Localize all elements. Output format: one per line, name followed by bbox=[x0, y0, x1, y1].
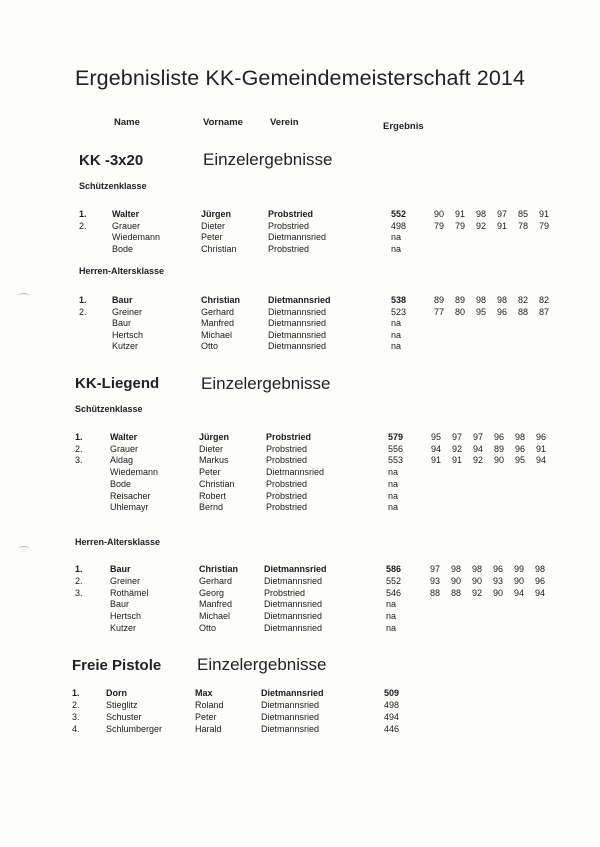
ergebnis-cell: na bbox=[391, 329, 402, 340]
verein-cell: Dietmannsried bbox=[264, 575, 323, 586]
verein-cell: Dietmannsried bbox=[264, 611, 323, 622]
ergebnis-cell: 498 bbox=[391, 220, 407, 231]
section-subtitle: Einzelergebnisse bbox=[201, 374, 331, 393]
table-row bbox=[0, 724, 600, 736]
verein-cell: Dietmannsried bbox=[268, 341, 327, 351]
vorname-cell: Gerhard bbox=[201, 306, 235, 317]
ergebnis-cell: 509 bbox=[384, 688, 400, 698]
series-score-cell: 90 bbox=[493, 455, 504, 466]
verein-cell: Probstried bbox=[266, 455, 308, 466]
column-header-verein: Verein bbox=[270, 117, 299, 128]
series-score-cell: 79 bbox=[433, 220, 444, 231]
series-score-cell: 94 bbox=[534, 587, 545, 598]
rank-cell: 1. bbox=[79, 295, 87, 305]
series-score-cell: 96 bbox=[535, 432, 546, 442]
table-row bbox=[0, 712, 600, 724]
verein-cell: Probstried bbox=[266, 478, 308, 489]
rank-cell: 2. bbox=[75, 575, 83, 586]
series-score-cell: 94 bbox=[472, 443, 483, 454]
vorname-cell: Gerhard bbox=[199, 575, 233, 586]
ergebnis-cell: 553 bbox=[388, 455, 404, 466]
series-score-cell: 92 bbox=[472, 455, 483, 466]
vorname-cell: Dieter bbox=[199, 443, 224, 454]
table-row bbox=[0, 491, 600, 503]
vorname-cell: Bernd bbox=[199, 502, 224, 513]
table-row bbox=[0, 576, 600, 588]
scan-mark bbox=[18, 293, 30, 300]
vorname-cell: Manfred bbox=[201, 318, 235, 328]
name-cell: Stieglitz bbox=[106, 699, 138, 710]
ergebnis-cell: na bbox=[388, 478, 399, 489]
series-score-cell: 93 bbox=[429, 575, 440, 586]
series-score-cell: 97 bbox=[496, 209, 507, 219]
ergebnis-cell: 556 bbox=[388, 443, 404, 454]
section-title-freie-pistole: Freie Pistole bbox=[72, 657, 162, 674]
rank-cell: 2. bbox=[72, 699, 80, 710]
series-score-cell: 96 bbox=[492, 564, 503, 574]
series-score-cell: 90 bbox=[433, 209, 444, 219]
series-score-cell: 77 bbox=[433, 306, 444, 317]
vorname-cell: Peter bbox=[199, 467, 221, 478]
ergebnis-cell: 546 bbox=[386, 587, 402, 598]
series-score-cell: 82 bbox=[538, 295, 549, 305]
vorname-cell: Christian bbox=[201, 295, 241, 305]
series-score-cell: 98 bbox=[534, 564, 545, 574]
name-cell: Bode bbox=[112, 244, 134, 255]
verein-cell: Probstried bbox=[266, 490, 308, 501]
table-row bbox=[0, 564, 600, 576]
series-score-cell: 91 bbox=[451, 455, 462, 466]
series-score-cell: 87 bbox=[538, 306, 549, 317]
rank-cell: 2. bbox=[79, 306, 87, 317]
name-cell: Bode bbox=[110, 478, 132, 489]
series-score-cell: 82 bbox=[517, 295, 528, 305]
name-cell: Greiner bbox=[110, 575, 141, 586]
vorname-cell: Manfred bbox=[199, 599, 233, 610]
vorname-cell: Peter bbox=[195, 711, 217, 722]
series-score-cell: 94 bbox=[430, 443, 441, 454]
table-row bbox=[0, 700, 600, 712]
verein-cell: Probstried bbox=[264, 587, 306, 598]
vorname-cell: Christian bbox=[201, 244, 237, 255]
column-header-name: Name bbox=[114, 117, 140, 128]
rank-cell: 4. bbox=[72, 723, 80, 734]
table-row bbox=[0, 467, 600, 479]
ergebnis-cell: 523 bbox=[391, 306, 407, 317]
name-cell: Reisacher bbox=[110, 490, 151, 501]
vorname-cell: Michael bbox=[201, 329, 233, 340]
series-score-cell: 89 bbox=[433, 295, 444, 305]
table-row bbox=[0, 588, 600, 600]
rank-cell: 1. bbox=[79, 209, 87, 219]
verein-cell: Dietmannsried bbox=[261, 723, 320, 734]
verein-cell: Probstried bbox=[266, 432, 312, 442]
series-score-cell: 95 bbox=[514, 455, 525, 466]
series-score-cell: 98 bbox=[496, 295, 507, 305]
series-score-cell: 91 bbox=[535, 443, 546, 454]
series-score-cell: 91 bbox=[496, 220, 507, 231]
table-row bbox=[0, 455, 600, 467]
series-score-cell: 98 bbox=[475, 209, 486, 219]
verein-cell: Dietmannsried bbox=[264, 623, 323, 633]
series-score-cell: 92 bbox=[475, 220, 486, 231]
table-row bbox=[0, 611, 600, 623]
section-subtitle: Einzelergebnisse bbox=[203, 150, 333, 169]
name-cell: Baur bbox=[112, 318, 132, 328]
series-score-cell: 98 bbox=[514, 432, 525, 442]
ergebnis-cell: na bbox=[386, 611, 397, 622]
table-row bbox=[0, 599, 600, 611]
table-row bbox=[0, 444, 600, 456]
series-score-cell: 92 bbox=[471, 587, 482, 598]
series-score-cell: 94 bbox=[535, 455, 546, 466]
series-score-cell: 98 bbox=[471, 564, 482, 574]
table-row bbox=[0, 432, 600, 444]
verein-cell: Dietmannsried bbox=[268, 318, 327, 328]
series-score-cell: 88 bbox=[429, 587, 440, 598]
name-cell: Aldag bbox=[110, 455, 134, 466]
series-score-cell: 99 bbox=[513, 564, 524, 574]
series-score-cell: 89 bbox=[454, 295, 465, 305]
series-score-cell: 92 bbox=[451, 443, 462, 454]
table-row bbox=[0, 330, 600, 342]
table-row bbox=[0, 318, 600, 330]
verein-cell: Dietmannsried bbox=[261, 688, 324, 698]
scan-mark bbox=[18, 546, 30, 553]
table-row bbox=[0, 295, 600, 307]
class-label: Schützenklasse bbox=[79, 181, 147, 191]
verein-cell: Dietmannsried bbox=[261, 699, 320, 710]
series-score-cell: 90 bbox=[513, 575, 524, 586]
class-label: Schützenklasse bbox=[75, 404, 143, 414]
series-score-cell: 91 bbox=[538, 209, 549, 219]
name-cell: Walter bbox=[110, 432, 138, 442]
ergebnis-cell: 498 bbox=[384, 699, 400, 710]
verein-cell: Dietmannsried bbox=[268, 232, 327, 243]
table-row bbox=[0, 502, 600, 514]
name-cell: Greiner bbox=[112, 306, 143, 317]
series-score-cell: 93 bbox=[492, 575, 503, 586]
class-label: Herren-Altersklasse bbox=[75, 537, 161, 547]
vorname-cell: Michael bbox=[199, 611, 231, 622]
series-score-cell: 96 bbox=[496, 306, 507, 317]
column-header-vorname: Vorname bbox=[203, 117, 243, 128]
section-title-kk-3x20: KK -3x20 bbox=[79, 152, 144, 169]
table-row bbox=[0, 341, 600, 353]
table-row bbox=[0, 688, 600, 700]
ergebnis-cell: 552 bbox=[386, 575, 402, 586]
ergebnis-cell: na bbox=[391, 232, 402, 243]
verein-cell: Dietmannsried bbox=[268, 329, 327, 340]
verein-cell: Probstried bbox=[266, 443, 308, 454]
series-score-cell: 88 bbox=[450, 587, 461, 598]
name-cell: Kutzer bbox=[112, 341, 139, 351]
name-cell: Uhlemayr bbox=[110, 502, 149, 513]
rank-cell: 3. bbox=[75, 455, 83, 466]
series-score-cell: 78 bbox=[517, 220, 528, 231]
series-score-cell: 94 bbox=[513, 587, 524, 598]
vorname-cell: Robert bbox=[199, 490, 227, 501]
ergebnis-cell: 446 bbox=[384, 723, 400, 734]
ergebnis-cell: na bbox=[391, 244, 402, 255]
verein-cell: Probstried bbox=[268, 209, 314, 219]
section-title-kk-liegend: KK-Liegend bbox=[75, 375, 160, 392]
series-score-cell: 91 bbox=[454, 209, 465, 219]
name-cell: Baur bbox=[110, 564, 131, 574]
class-label: Herren-Altersklasse bbox=[79, 266, 165, 276]
column-header-ergebnis: Ergebnis bbox=[383, 121, 424, 132]
verein-cell: Probstried bbox=[268, 220, 310, 231]
vorname-cell: Max bbox=[195, 688, 213, 698]
ergebnis-cell: 579 bbox=[388, 432, 404, 442]
verein-cell: Probstried bbox=[268, 244, 310, 255]
vorname-cell: Otto bbox=[201, 341, 219, 351]
series-score-cell: 91 bbox=[430, 455, 441, 466]
series-score-cell: 90 bbox=[450, 575, 461, 586]
verein-cell: Dietmannsried bbox=[266, 467, 325, 478]
table-row bbox=[0, 232, 600, 244]
table-row bbox=[0, 479, 600, 491]
ergebnis-cell: na bbox=[388, 502, 399, 513]
series-score-cell: 80 bbox=[454, 306, 465, 317]
ergebnis-cell: na bbox=[388, 490, 399, 501]
name-cell: Wiedemann bbox=[110, 467, 159, 478]
series-score-cell: 95 bbox=[430, 432, 441, 442]
verein-cell: Dietmannsried bbox=[268, 295, 331, 305]
vorname-cell: Peter bbox=[201, 232, 223, 243]
rank-cell: 3. bbox=[75, 587, 83, 598]
verein-cell: Dietmannsried bbox=[264, 564, 327, 574]
vorname-cell: Christian bbox=[199, 564, 239, 574]
name-cell: Grauer bbox=[112, 220, 141, 231]
series-score-cell: 96 bbox=[493, 432, 504, 442]
series-score-cell: 88 bbox=[517, 306, 528, 317]
verein-cell: Dietmannsried bbox=[261, 711, 320, 722]
ergebnis-cell: na bbox=[386, 599, 397, 610]
rank-cell: 2. bbox=[75, 443, 83, 454]
table-row bbox=[0, 221, 600, 233]
name-cell: Hertsch bbox=[110, 611, 142, 622]
vorname-cell: Christian bbox=[199, 478, 235, 489]
name-cell: Rothämel bbox=[110, 587, 149, 598]
name-cell: Wiedemann bbox=[112, 232, 161, 243]
ergebnis-cell: 586 bbox=[386, 564, 402, 574]
rank-cell: 1. bbox=[72, 688, 80, 698]
vorname-cell: Jürgen bbox=[201, 209, 232, 219]
series-score-cell: 98 bbox=[450, 564, 461, 574]
ergebnis-cell: 494 bbox=[384, 711, 400, 722]
ergebnis-cell: 538 bbox=[391, 295, 407, 305]
series-score-cell: 98 bbox=[475, 295, 486, 305]
vorname-cell: Jürgen bbox=[199, 432, 230, 442]
series-score-cell: 96 bbox=[514, 443, 525, 454]
vorname-cell: Markus bbox=[199, 455, 229, 466]
ergebnis-cell: na bbox=[391, 318, 402, 328]
series-score-cell: 89 bbox=[493, 443, 504, 454]
name-cell: Hertsch bbox=[112, 329, 144, 340]
vorname-cell: Otto bbox=[199, 623, 217, 633]
vorname-cell: Harald bbox=[195, 723, 222, 734]
verein-cell: Probstried bbox=[266, 502, 308, 513]
rank-cell: 2. bbox=[79, 220, 87, 231]
series-score-cell: 96 bbox=[534, 575, 545, 586]
name-cell: Schlumberger bbox=[106, 723, 163, 734]
vorname-cell: Roland bbox=[195, 699, 224, 710]
name-cell: Baur bbox=[112, 295, 133, 305]
rank-cell: 1. bbox=[75, 564, 83, 574]
name-cell: Dorn bbox=[106, 688, 127, 698]
series-score-cell: 95 bbox=[475, 306, 486, 317]
name-cell: Baur bbox=[110, 599, 130, 610]
name-cell: Walter bbox=[112, 209, 140, 219]
table-row bbox=[0, 209, 600, 221]
series-score-cell: 79 bbox=[538, 220, 549, 231]
table-row bbox=[0, 307, 600, 319]
name-cell: Kutzer bbox=[110, 623, 137, 633]
table-row bbox=[0, 623, 600, 635]
ergebnis-cell: 552 bbox=[391, 209, 407, 219]
verein-cell: Dietmannsried bbox=[268, 306, 327, 317]
series-score-cell: 90 bbox=[492, 587, 503, 598]
ergebnis-cell: na bbox=[386, 623, 397, 633]
name-cell: Schuster bbox=[106, 711, 142, 722]
vorname-cell: Dieter bbox=[201, 220, 226, 231]
section-subtitle: Einzelergebnisse bbox=[197, 655, 327, 674]
ergebnis-cell: na bbox=[391, 341, 402, 351]
vorname-cell: Georg bbox=[199, 587, 225, 598]
series-score-cell: 85 bbox=[517, 209, 528, 219]
series-score-cell: 90 bbox=[471, 575, 482, 586]
series-score-cell: 97 bbox=[472, 432, 483, 442]
page-title: Ergebnisliste KK-Gemeindemeisterschaft 2014 bbox=[74, 66, 526, 90]
rank-cell: 3. bbox=[72, 711, 80, 722]
ergebnis-cell: na bbox=[388, 467, 399, 478]
rank-cell: 1. bbox=[75, 432, 83, 442]
series-score-cell: 97 bbox=[451, 432, 462, 442]
series-score-cell: 97 bbox=[429, 564, 440, 574]
table-row bbox=[0, 244, 600, 256]
name-cell: Grauer bbox=[110, 443, 139, 454]
series-score-cell: 79 bbox=[454, 220, 465, 231]
verein-cell: Dietmannsried bbox=[264, 599, 323, 610]
